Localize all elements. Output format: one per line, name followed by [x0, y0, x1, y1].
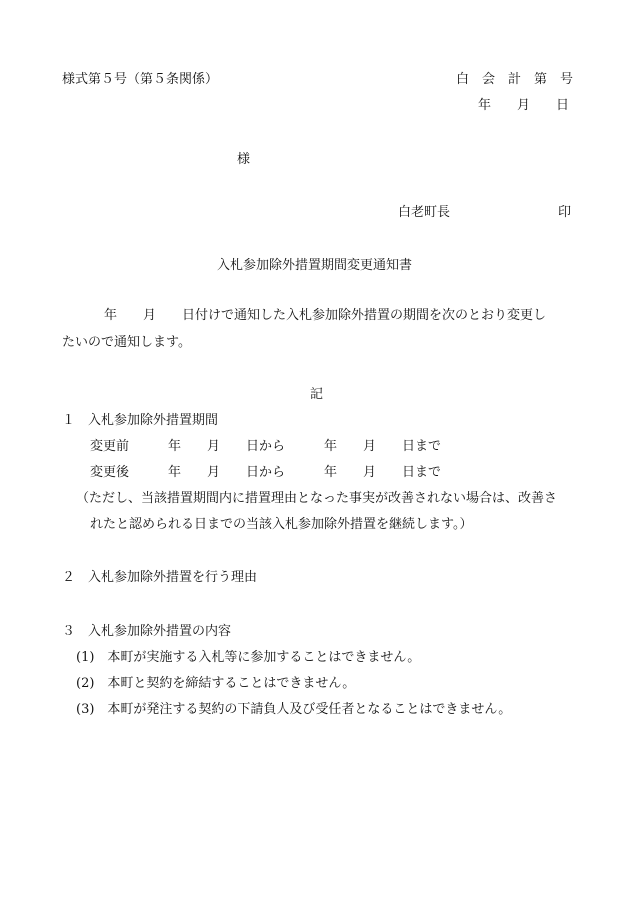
note-line-2: れたと認められる日までの当該入札参加除外措置を継続します。）: [90, 517, 473, 532]
document-number: 白 会 計 第 号: [456, 72, 574, 87]
form-number: 様式第５号（第５条関係）: [62, 72, 219, 87]
document-title: 入札参加除外措置期間変更通知書: [217, 258, 413, 273]
section-3-heading: ３ 入札参加除外措置の内容: [62, 624, 232, 639]
list-item: (3) 本町が発注する契約の下請負人及び受任者となることはできません。: [76, 702, 512, 717]
body-line-1: 年 月 日付けで通知した入札参加除外措置の期間を次のとおり変更し: [104, 308, 547, 323]
section-1-heading: １ 入札参加除外措置期間: [62, 413, 219, 428]
issue-date: 年 月 日: [478, 98, 570, 113]
section-2-heading: ２ 入札参加除外措置を行う理由: [62, 570, 258, 585]
note-line-1: （ただし、当該措置期間内に措置理由となった事実が改善されない場合は、改善さ: [76, 491, 558, 506]
ki-label: 記: [310, 387, 324, 402]
period-before: 変更前 年 月 日から 年 月 日まで: [90, 439, 442, 454]
sender-title: 白老町長: [398, 205, 451, 220]
list-item: (2) 本町と契約を締結することはできません。: [76, 676, 356, 691]
seal-mark: 印: [558, 205, 572, 220]
list-item: (1) 本町が実施する入札等に参加することはできません。: [76, 650, 421, 665]
body-line-2: たいので通知します。: [62, 335, 191, 350]
addressee-suffix: 様: [237, 152, 251, 167]
period-after: 変更後 年 月 日から 年 月 日まで: [90, 465, 442, 480]
